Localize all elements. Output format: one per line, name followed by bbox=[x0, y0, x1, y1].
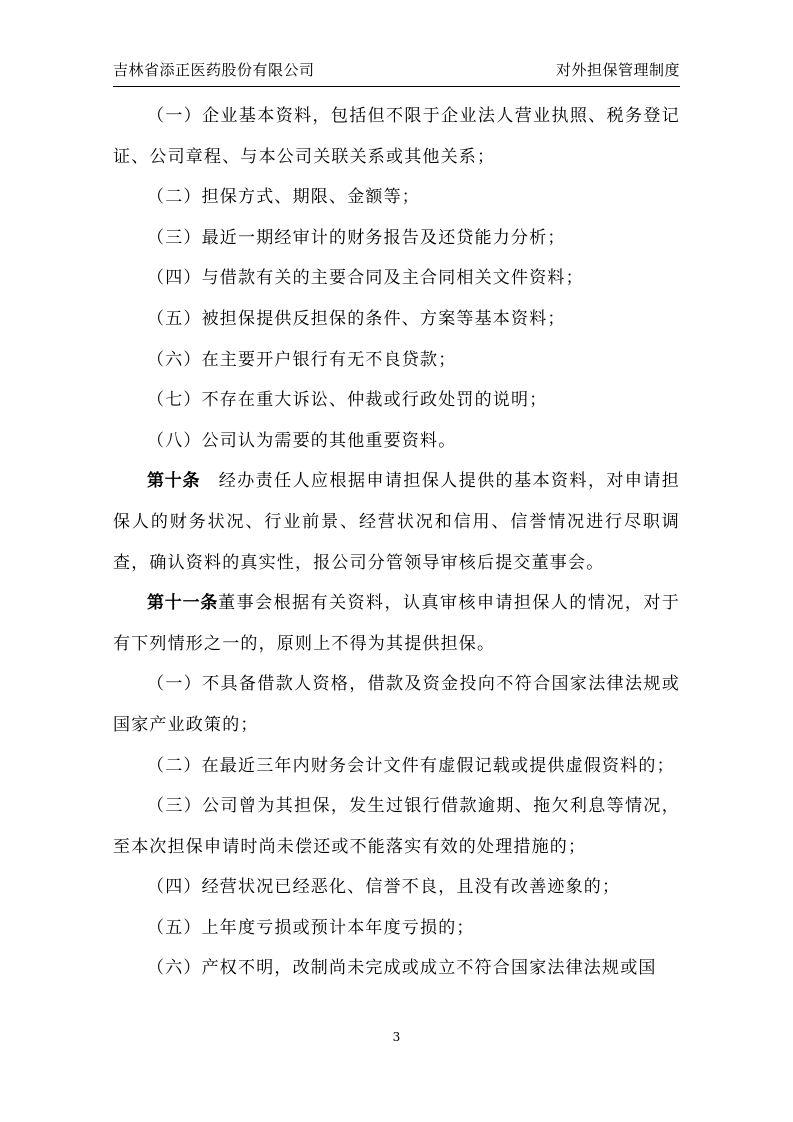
paragraph-text: （八）公司认为需要的其他重要资料。 bbox=[147, 430, 457, 451]
paragraph-text: （五）被担保提供反担保的条件、方案等基本资料； bbox=[147, 308, 566, 329]
paragraph-item-5 bbox=[113, 299, 680, 340]
header-document-title: 对外担保管理制度 bbox=[555, 61, 680, 79]
paragraph-item-2 bbox=[113, 177, 680, 218]
document-body bbox=[113, 96, 680, 989]
paragraph-text: （三）最近一期经审计的财务报告及还贷能力分析； bbox=[147, 227, 566, 248]
header-company-name: 吉林省添正医药股份有限公司 bbox=[113, 61, 315, 79]
paragraph-text: （二）在最近三年内财务会计文件有虚假记载或提供虚假资料的； bbox=[147, 755, 675, 776]
article-label: 第十一条 bbox=[147, 593, 219, 614]
paragraph-item-11-4 bbox=[113, 867, 680, 908]
paragraph-item-11-1 bbox=[113, 664, 680, 745]
page-header bbox=[113, 58, 680, 87]
paragraph-text: （七）不存在重大诉讼、仲裁或行政处罚的说明； bbox=[147, 390, 548, 411]
paragraph-text: （一）不具备借款人资格，借款及资金投向不符合国家法律法规或国家产业政策的； bbox=[113, 674, 680, 735]
paragraph-item-8 bbox=[113, 421, 680, 462]
paragraph-item-11-3 bbox=[113, 786, 680, 867]
paragraph-item-1 bbox=[113, 96, 680, 177]
paragraph-text: （六）产权不明，改制尚未完成或成立不符合国家法律法规或国 bbox=[147, 958, 657, 979]
paragraph-item-11-5 bbox=[113, 908, 680, 949]
paragraph-item-4 bbox=[113, 258, 680, 299]
article-label: 第十条 bbox=[147, 471, 201, 492]
paragraph-item-11-2 bbox=[113, 746, 680, 787]
paragraph-item-6 bbox=[113, 340, 680, 381]
paragraph-text: 经办责任人应根据申请担保人提供的基本资料，对申请担保人的财务状况、行业前景、经营状况和信用、信誉情况进行尽职调查，确认资料的真实性，报公司分管领导审核后提交董事会。 bbox=[113, 471, 681, 573]
paragraph-text: （五）上年度亏损或预计本年度亏损的； bbox=[147, 917, 475, 938]
paragraph-text: （四）与借款有关的主要合同及主合同相关文件资料； bbox=[147, 268, 584, 289]
paragraph-text: （六）在主要开户银行有无不良贷款； bbox=[147, 349, 457, 370]
paragraph-text: （一）企业基本资料，包括但不限于企业法人营业执照、税务登记证、公司章程、与本公司关联关系或其他关系； bbox=[113, 106, 680, 167]
paragraph-text: （三）公司曾为其担保，发生过银行借款逾期、拖欠利息等情况，至本次担保申请时尚未偿还或不能落实有效的处理措施的； bbox=[113, 796, 680, 857]
paragraph-text: 董事会根据有关资料，认真审核申请担保人的情况，对于有下列情形之一的，原则上不得为其提供担保。 bbox=[113, 593, 681, 654]
paragraph-item-11-6 bbox=[113, 948, 680, 989]
article-11 bbox=[113, 583, 680, 664]
page-number: 3 bbox=[392, 1030, 401, 1044]
paragraph-text: （四）经营状况已经恶化、信誉不良，且没有改善迹象的； bbox=[147, 877, 621, 898]
paragraph-item-7 bbox=[113, 380, 680, 421]
paragraph-item-3 bbox=[113, 218, 680, 259]
paragraph-text: （二）担保方式、期限、金额等； bbox=[147, 187, 420, 208]
article-10 bbox=[113, 461, 680, 583]
